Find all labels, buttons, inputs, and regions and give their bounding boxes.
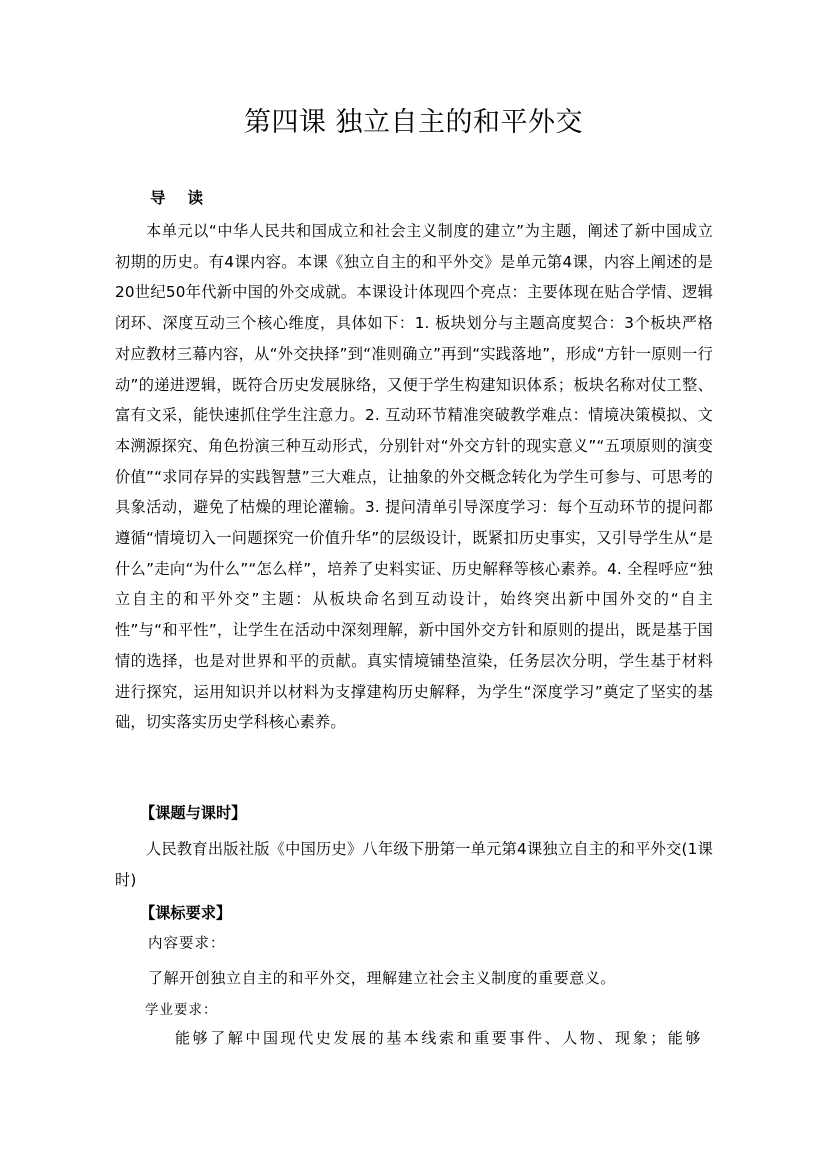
page-title: 第四课 独立自主的和平外交 bbox=[243, 107, 584, 138]
edition-paragraph: 人民教育出版社版《中国历史》八年级下册第一单元第4课独立自主的和平外交(1课时) bbox=[115, 840, 713, 889]
section-heading-kebiao: 【课标要求】 bbox=[140, 904, 232, 922]
daodu-char-1: 导 bbox=[150, 189, 166, 207]
academic-requirement-text: 能够了解中国现代史发展的基本线索和重要事件、人物、现象；能够 bbox=[175, 1029, 704, 1047]
daodu-heading bbox=[150, 186, 203, 210]
content-requirement-label: 内容要求： bbox=[148, 936, 226, 952]
intro-paragraph: 本单元以“中华人民共和国成立和社会主义制度的建立”为主题，阐述了新中国成立初期的历史。有4课内容。本课《独立自主的和平外交》是单元第4课，内容上阐述的是20世纪50年代新中国的外交成就。本课设计体现四个亮点：主要体现在贴合学情、逻辑闭环、深度互动三个核心维度，具体如下：1. 板块划分与主题高度契合：3个板块严格对应教材三幕内容，从“外交抉择”到“准则确立”再到“实践落地”，形成“方针一原则一行动”的递进逻辑，既符合历史发展脉络，又便于学生构建知识体系；板块名称对仗工整、富有文采，能快速抓住学生注意力。2. 互动环节精准突破教学难点：情境决策模拟、文本溯源探究、角色扮演三种互动形式，分别针对“外交方针的现实意义”“五项原则的演变价值”“求同存异的实践智慧”三大难点，让抽象的外交概念转化为学生可参与、可思考的具象活动，避免了枯燥的理论灌输。3. 提问清单引导深度学习：每个互动环节的提问都遵循“情境切入一问题探究一价值升华”的层级设计，既紧扣历史事实，又引导学生从“是什么”走向“为什么”“怎么样”，培养了史料实证、历史解释等核心素养。4. 全程呼应“独立自主的和平外交”主题：从板块命名到互动设计，始终突出新中国外交的“自主性”与“和平性”，让学生在活动中深刻理解，新中国外交方针和原则的提出，既是基于国情的选择，也是对世界和平的贡献。真实情境铺垫渲染，任务层次分明，学生基于材料进行探究，运用知识并以材料为支撑建构历史解释，为学生“深度学习”奠定了坚实的基础，切实落实历史学科核心素养。 bbox=[115, 222, 713, 732]
content-requirement-text: 了解开创独立自主的和平外交，理解建立社会主义制度的重要意义。 bbox=[148, 969, 617, 987]
daodu-char-2: 读 bbox=[187, 189, 204, 207]
section-heading-keti: 【课题与课时】 bbox=[140, 804, 247, 822]
academic-requirement-label: 学业要求： bbox=[145, 1002, 218, 1018]
